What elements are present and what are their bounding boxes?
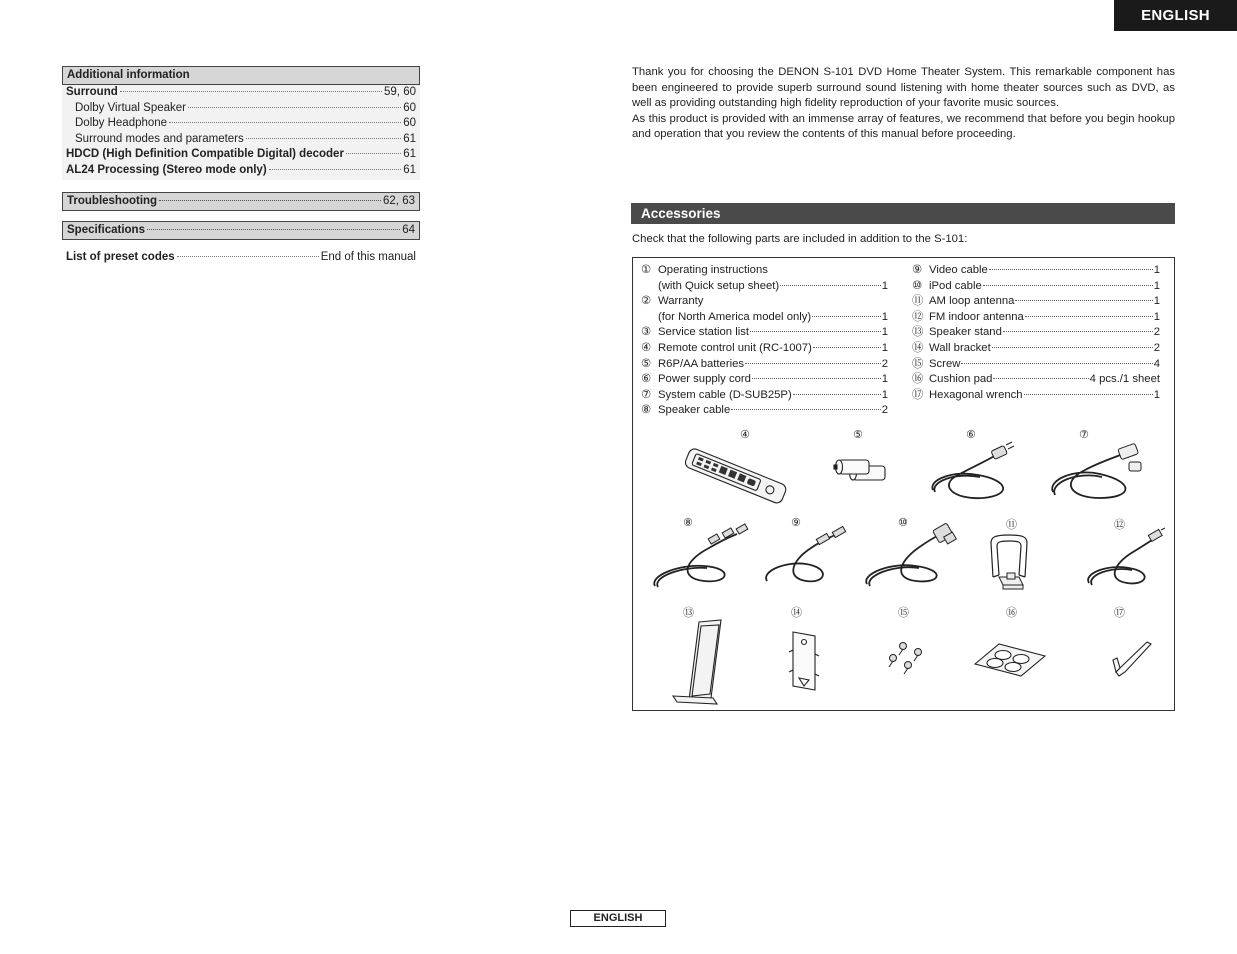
accessory-item: ⑩ iPod cable 1 xyxy=(912,279,1160,292)
accessories-box xyxy=(632,257,1175,711)
accessory-item: ④ Remote control unit (RC-1007) 1 xyxy=(641,341,888,354)
toc-entry[interactable]: Surround modes and parameters 61 xyxy=(75,132,416,145)
accessories-list-left xyxy=(641,263,888,419)
accessory-item: ⑨ Video cable 1 xyxy=(912,264,1160,276)
screws-icon xyxy=(885,641,925,677)
remote-control-icon xyxy=(681,440,791,510)
system-cable-icon xyxy=(1045,440,1145,502)
toc-preset-codes[interactable]: List of preset codes End of this manual xyxy=(66,250,416,263)
figure-label-remote: ④ xyxy=(740,429,750,441)
fm-indoor-antenna-icon xyxy=(1081,528,1171,590)
accessory-item: ⑮ Screw 4 xyxy=(912,357,1160,370)
cushion-pad-icon xyxy=(973,642,1047,678)
hexagonal-wrench-icon xyxy=(1111,638,1155,678)
batteries-icon xyxy=(833,454,893,490)
accessories-heading: Accessories xyxy=(631,203,1175,224)
figure-label-fm-antenna: ⑫ xyxy=(1114,519,1125,531)
toc-troubleshooting[interactable]: Troubleshooting 62, 63 xyxy=(62,192,420,211)
speaker-cable-icon xyxy=(649,526,749,591)
speaker-stand-icon xyxy=(671,618,731,706)
am-loop-antenna-icon xyxy=(985,533,1035,593)
accessory-item: ⑪ AM loop antenna 1 xyxy=(912,295,1160,308)
figure-label-hex-wrench: ⑰ xyxy=(1114,607,1125,619)
accessory-item: ① Operating instructions xyxy=(641,264,768,276)
intro-text xyxy=(632,65,1175,143)
accessory-item: ⑦ System cable (D-SUB25P) 1 xyxy=(641,388,888,401)
figure-label-am-antenna: ⑪ xyxy=(1006,519,1017,531)
figure-label-wall-bracket: ⑭ xyxy=(791,607,802,619)
figure-label-video-cable: ⑨ xyxy=(791,517,801,529)
toc-entry[interactable]: Surround 59, 60 xyxy=(66,86,416,98)
wall-bracket-icon xyxy=(789,630,819,694)
figure-label-system-cable: ⑦ xyxy=(1079,429,1089,441)
power-cord-icon xyxy=(928,440,1023,502)
figure-label-power-cord: ⑥ xyxy=(966,429,976,441)
accessory-item: ⑬ Speaker stand 2 xyxy=(912,326,1160,339)
accessory-item: ⑭ Wall bracket 2 xyxy=(912,341,1160,354)
figure-label-speaker-cable: ⑧ xyxy=(683,517,693,529)
video-cable-icon xyxy=(761,526,851,588)
toc-entries xyxy=(62,85,420,180)
accessory-item: ③ Service station list 1 xyxy=(641,326,888,339)
toc-entry[interactable]: HDCD (High Definition Compatible Digital) decoder 61 xyxy=(66,148,416,161)
toc-entry[interactable]: AL24 Processing (Stereo mode only) 61 xyxy=(66,163,416,176)
accessory-item: ② Warranty xyxy=(641,295,704,308)
figure-label-screw: ⑮ xyxy=(898,607,909,619)
toc-entry[interactable]: Dolby Virtual Speaker 60 xyxy=(75,101,416,114)
accessory-item: ⑥ Power supply cord 1 xyxy=(641,373,888,386)
accessory-item: (for North America model only) 1 xyxy=(658,310,888,323)
toc-specifications[interactable]: Specifications 64 xyxy=(62,221,420,240)
accessory-item: (with Quick setup sheet) 1 xyxy=(658,279,888,292)
accessory-item: ⑫ FM indoor antenna 1 xyxy=(912,310,1160,323)
toc-section-title: Additional information xyxy=(62,66,420,85)
table-of-contents xyxy=(62,66,420,265)
accessories-list-right xyxy=(912,263,1160,403)
toc-entry[interactable]: Dolby Headphone 60 xyxy=(75,117,416,130)
accessory-item: ⑯ Cushion pad 4 pcs./1 sheet xyxy=(912,373,1160,386)
footer-language-label: ENGLISH xyxy=(570,910,666,927)
figure-label-speaker-stand: ⑬ xyxy=(683,607,694,619)
accessory-item: ⑤ R6P/AA batteries 2 xyxy=(641,357,888,370)
figure-label-ipod-cable: ⑩ xyxy=(898,517,908,529)
accessories-note: Check that the following parts are included in addition to the S-101: xyxy=(632,233,968,245)
language-tab: ENGLISH xyxy=(1114,0,1237,31)
intro-paragraph: Thank you for choosing the DENON S-101 DVD Home Theater System. This remarkable component has been engineered to provide superb surround sound listening with home theater sources such as DVD, as well as providing outstanding high fidelity reproduction of your favorite music sources. xyxy=(632,66,1175,109)
figure-label-cushion-pad: ⑯ xyxy=(1006,607,1017,619)
figure-label-batteries: ⑤ xyxy=(853,429,863,441)
ipod-cable-icon xyxy=(861,524,961,590)
accessory-item: ⑧ Speaker cable 2 xyxy=(641,404,888,417)
intro-paragraph: As this product is provided with an immense array of features, we recommend that before you begin hookup and operation that you review the contents of this manual before proceeding. xyxy=(632,112,1175,140)
accessory-item: ⑰ Hexagonal wrench 1 xyxy=(912,388,1160,401)
